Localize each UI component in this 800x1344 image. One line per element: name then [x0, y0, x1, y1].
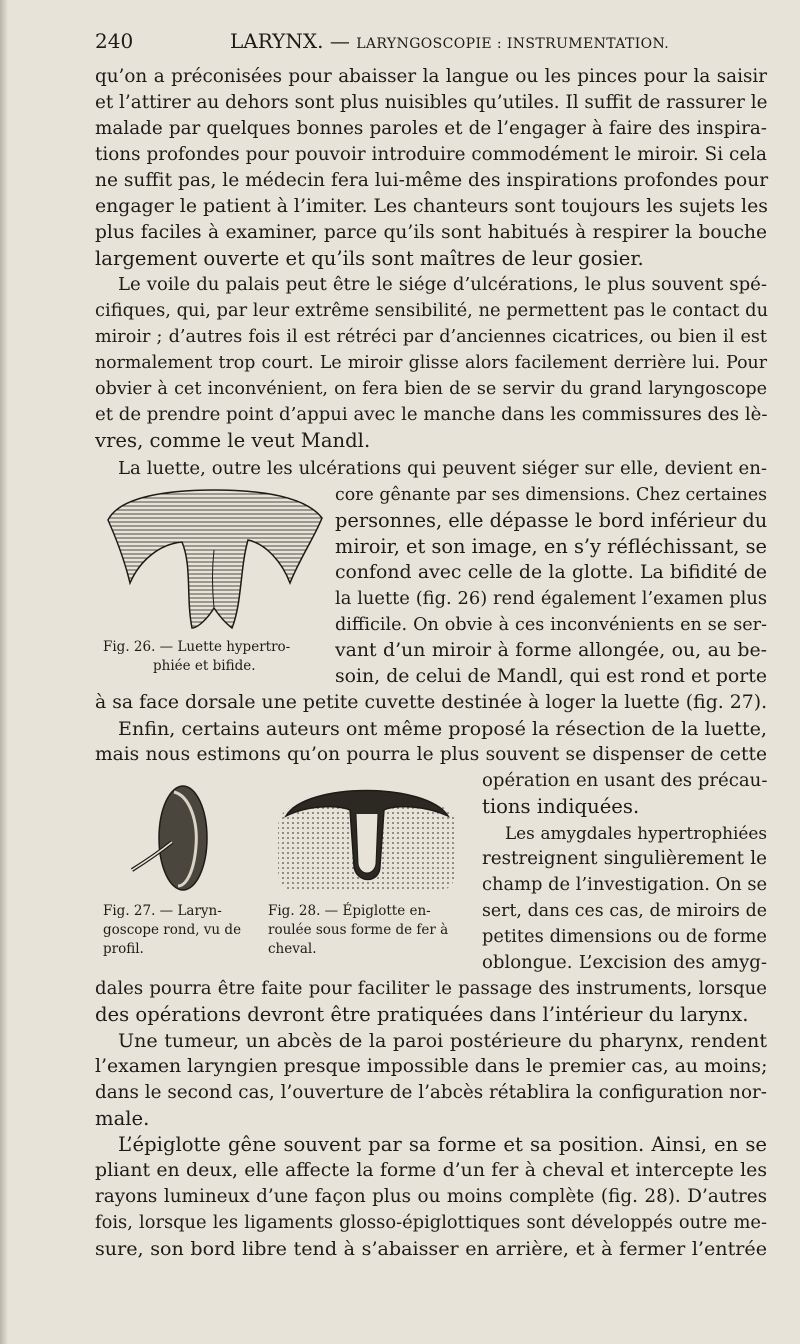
page-left-edge	[0, 0, 8, 1344]
figure-26-caption-line: phiée et bifide.	[153, 658, 256, 674]
text-line: personnes, elle dépasse le bord inférieur du	[335, 509, 768, 532]
text-line: miroir ; d’autres fois il est rétréci par d’anciennes cicatrices, ou bien il est	[95, 327, 767, 347]
text-line: champ de l’investigation. On se	[482, 874, 768, 895]
text-line: cifiques, qui, par leur extrême sensibilité, ne permettent pas le contact du	[95, 300, 769, 321]
text-line: sure, son bord libre tend à s’abaisser en arrière, et à fermer l’entrée	[95, 1237, 767, 1260]
text-line: Le voile du palais peut être le siége d’ulcérations, le plus souvent spé-	[118, 274, 767, 295]
figure-26-caption-line: Fig. 26. — Luette hypertro-	[103, 639, 291, 655]
figure-28-caption-line: roulée sous forme de fer à	[268, 922, 449, 938]
text-line: oblongue. L’excision des amyg-	[482, 952, 767, 973]
figure-27-laryngoscope-illustration	[128, 782, 218, 894]
text-line: dales pourra être faite pour faciliter le passage des instruments, lorsque	[95, 978, 767, 999]
text-line: et de prendre point d’appui avec le manche dans les commissures des lè-	[95, 404, 768, 425]
text-line: pliant en deux, elle affecte la forme d’un fer à cheval et intercepte les	[95, 1160, 767, 1181]
text-line: obvier à cet inconvénient, on fera bien de se servir du grand laryngoscope	[95, 379, 767, 399]
figure-26-uvula-illustration	[100, 488, 328, 636]
text-line: Les amygdales hypertrophiées	[505, 823, 767, 843]
running-header	[95, 29, 767, 59]
figure-28-epiglottis-illustration	[276, 776, 458, 894]
text-line: confond avec celle de la glotte. La bifidité de	[335, 562, 767, 583]
running-title-main: LARYNX. —	[230, 29, 350, 53]
text-line: la luette (fig. 26) rend également l’examen plus	[335, 588, 767, 609]
text-line: fois, lorsque les ligaments glosso-épiglottiques sont développés outre me-	[95, 1212, 767, 1233]
text-line: qu’on a préconisées pour abaisser la langue ou les pinces pour la saisir	[95, 66, 767, 87]
text-line: miroir, et son image, en s’y réfléchissant, se	[335, 535, 767, 558]
text-line: difficile. On obvie à ces inconvénients en se ser-	[335, 615, 767, 635]
text-line: core gênante par ses dimensions. Chez certaines	[335, 485, 767, 505]
text-line: opération en usant des précau-	[482, 770, 768, 791]
running-title-sub: LARYNGOSCOPIE : INSTRUMENTATION.	[356, 36, 670, 52]
figure-28-caption-line: Fig. 28. — Épiglotte en-	[268, 903, 431, 919]
text-line: soin, de celui de Mandl, qui est rond et porte	[335, 666, 767, 687]
text-line: et l’attirer au dehors sont plus nuisibles qu’utiles. Il suffit de rassurer le	[95, 92, 768, 113]
figure-27-caption-line: goscope rond, vu de	[103, 922, 242, 938]
text-line: rayons lumineux d’une façon plus ou moins complète (fig. 28). D’autres	[95, 1186, 767, 1207]
text-line: des opérations devront être pratiquées dans l’intérieur du larynx.	[95, 1003, 749, 1026]
text-line: La luette, outre les ulcérations qui peuvent siéger sur elle, devient en-	[118, 458, 767, 479]
figure-27-caption-line: Fig. 27. — Laryn-	[103, 903, 222, 919]
text-line: tions indiquées.	[482, 795, 640, 818]
text-line: Une tumeur, un abcès de la paroi postérieure du pharynx, rendent	[118, 1029, 767, 1052]
figure-27-caption-line: profil.	[103, 941, 144, 957]
text-line: petites dimensions ou de forme	[482, 926, 767, 947]
text-line: vres, comme le veut Mandl.	[95, 429, 371, 452]
text-line: tions profondes pour pouvoir introduire commodément le miroir. Si cela	[95, 144, 767, 165]
text-line: ne suffit pas, le médecin fera lui-même des inspirations profondes pour	[95, 170, 769, 191]
text-line: dans le second cas, l’ouverture de l’abcès rétablira la configuration nor-	[95, 1082, 767, 1103]
text-line: restreignent singulièrement le	[482, 848, 767, 869]
text-line: à sa face dorsale une petite cuvette destinée à loger la luette (fig. 27).	[95, 692, 768, 713]
text-line: mais nous estimons qu’on pourra le plus souvent se dispenser de cette	[95, 744, 767, 765]
text-line: vant d’un miroir à forme allongée, ou, au be-	[335, 640, 767, 661]
text-line: engager le patient à l’imiter. Les chanteurs sont toujours les sujets les	[95, 196, 768, 217]
text-line: largement ouverte et qu’ils sont maîtres de leur gosier.	[95, 247, 644, 270]
text-line: sert, dans ces cas, de miroirs de	[482, 901, 767, 921]
text-line: male.	[95, 1107, 150, 1130]
figure-28-caption-line: cheval.	[268, 941, 317, 957]
text-line: plus faciles à examiner, parce qu’ils sont habitués à respirer la bouche	[95, 222, 767, 243]
text-line: normalement trop court. Le miroir glisse alors facilement derrière lui. Pour	[95, 353, 767, 373]
text-line: malade par quelques bonnes paroles et de l’engager à faire des inspira-	[95, 118, 767, 139]
page-number: 240	[95, 29, 134, 53]
running-title	[230, 29, 669, 53]
text-line: Enfin, certains auteurs ont même proposé la résection de la luette,	[118, 717, 767, 740]
text-line: L’épiglotte gêne souvent par sa forme et sa position. Ainsi, en se	[118, 1133, 767, 1156]
text-line: l’examen laryngien presque impossible dans le premier cas, au moins;	[95, 1056, 768, 1077]
